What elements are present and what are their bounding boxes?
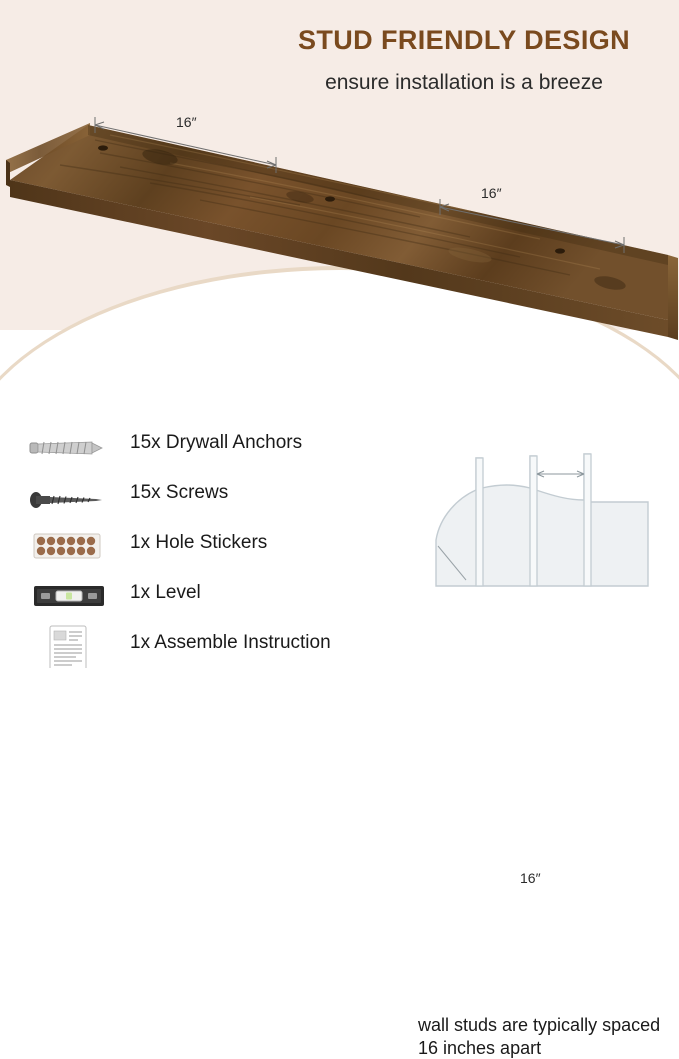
accessory-label: 15x Screws bbox=[130, 482, 229, 503]
list-item bbox=[20, 424, 420, 470]
instruction-manual-icon bbox=[20, 624, 116, 668]
stud-wall-diagram bbox=[418, 428, 668, 608]
accessory-label: 1x Hole Stickers bbox=[130, 532, 268, 553]
shelf-illustration bbox=[0, 105, 679, 365]
dimension-label-left: 16″ bbox=[176, 114, 197, 130]
accessories-panel bbox=[0, 410, 679, 1058]
screw-icon bbox=[20, 474, 116, 518]
list-item bbox=[20, 574, 420, 620]
list-item bbox=[20, 524, 420, 570]
hole-stickers-icon bbox=[20, 524, 116, 568]
accessory-label: 1x Assemble Instruction bbox=[130, 632, 331, 653]
level-icon bbox=[20, 574, 116, 618]
stud-dimension-label: 16″ bbox=[520, 870, 541, 886]
list-item bbox=[20, 474, 420, 520]
stud-caption: wall studs are typically spaced 16 inches apart bbox=[418, 1015, 661, 1058]
accessory-label: 15x Drywall Anchors bbox=[130, 432, 303, 453]
accessory-label: 1x Level bbox=[130, 582, 201, 603]
list-item bbox=[20, 624, 420, 670]
hero-panel bbox=[0, 0, 679, 410]
headline: STUD FRIENDLY DESIGN bbox=[297, 25, 631, 55]
drywall-anchor-icon bbox=[20, 424, 116, 468]
subheadline: ensure installation is a breeze bbox=[325, 71, 603, 94]
dimension-label-right: 16″ bbox=[481, 185, 502, 201]
